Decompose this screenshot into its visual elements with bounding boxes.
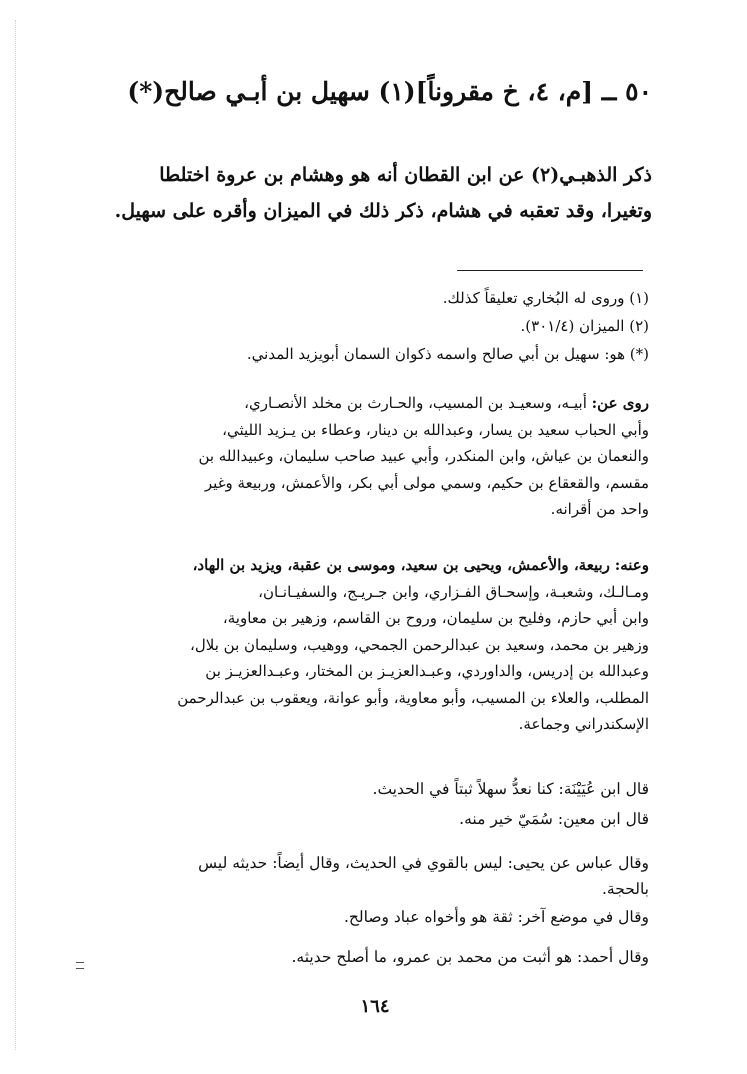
quote-ahmad: وقال أحمد: هو أثبت من محمد بن عمرو، ما أصلح حديثه.	[291, 948, 649, 966]
entry-body-line-2: وتغيرا، وقد تعقبه في هشام، ذكر ذلك في الميزان وأقره على سهيل.	[114, 200, 652, 222]
narrated-by-line: وزهير بن محمد، وسعيد بن عبدالرحمن الجمحي، ووهيب، وسليمان بن بلال،	[190, 635, 649, 654]
footnote-2: (٢) الميزان (٣٠١/٤).	[520, 317, 649, 335]
page-edge-dotted-line	[15, 20, 16, 1050]
narrated-from-line: روى عن: أبيـه، وسعيـد بن المسيب، والحـارث بن مخلد الأنصـاري،	[244, 394, 649, 412]
narrated-by-line: المطلب، والعلاء بن المسيب، وأبو معاوية، وأبو عوانة، ويعقوب بن عبدالرحمن	[177, 688, 649, 707]
narrated-from-line: وأبي الحباب سعيد بن يسار، وعبدالله بن دينار، وعطاء بن يـزيد الليثي،	[222, 420, 649, 439]
narrated-by-section	[93, 552, 649, 738]
footnote-separator	[457, 270, 643, 271]
narrated-from-section	[93, 390, 649, 523]
quote-abbas: وقال عباس عن يحيى: ليس بالقوي في الحديث، وقال أيضاً: حديثه ليس بالحجة.	[198, 854, 649, 898]
narrated-by-lead: وعنه:	[614, 556, 649, 574]
quote-other-place: وقال في موضع آخر: ثقة هو وأخواه عباد وصالح.	[343, 908, 649, 926]
narrated-by-line: ومـالـك، وشعبـة، وإسحـاق الفـزاري، وابن جـريـج، والسفيـانـان،	[258, 582, 649, 601]
footnote-1: (١) وروى له البُخاري تعليقاً كذلك.	[442, 289, 649, 307]
page-number: ١٦٤	[360, 996, 390, 1017]
narrated-from-line: والنعمان بن عياش، وابن المنكدر، وأبي عبيد صاحب سليمان، وعبيدالله بن	[198, 447, 649, 465]
margin-mark	[76, 962, 84, 969]
narrated-from-line: مقسم، والقعقاع بن حكيم، وسمي مولى أبي بكر، والأعمش، وربيعة وغير	[204, 473, 649, 492]
narrated-by-line: وابن أبي حازم، وفليح بن سليمان، وروح بن القاسم، وزهير بن معاوية،	[222, 609, 649, 627]
narrated-by-line: وعنه: ربيعة، والأعمش، ويحيى بن سعيد، وموسى بن عقبة، ويزيد بن الهاد،	[192, 556, 649, 574]
narrated-by-line: الإسكندراني وجماعة.	[518, 715, 649, 733]
narrated-from-line: واحد من أقرانه.	[550, 500, 649, 518]
entry-heading: ٥٠ ــ [م، ٤، خ مقروناً](١) سهيل بن أبـي صالح(*)	[127, 77, 652, 106]
footnote-star: (*) هو: سهيل بن أبي صالح واسمه ذكوان السمان أبويزيد المدني.	[246, 345, 649, 363]
entry-body-line-1: ذكر الذهبـي(٢) عن ابن القطان أنه هو وهشام بن عروة اختلطا	[159, 164, 652, 186]
quote-ibn-main: قال ابن معين: سُمَيّ خير منه.	[459, 810, 649, 828]
narrated-by-line: وعبدالله بن إدريس، والداوردي، وعبـدالعزيـز بن المختار، وعبـدالعزيـز بن	[205, 662, 649, 680]
quote-ibn-uyayna: قال ابن عُيَيْنَة: كنا نعدُّ سهلاً ثبتاً في الحديث.	[372, 780, 649, 798]
narrated-from-lead: روى عن:	[591, 394, 649, 412]
